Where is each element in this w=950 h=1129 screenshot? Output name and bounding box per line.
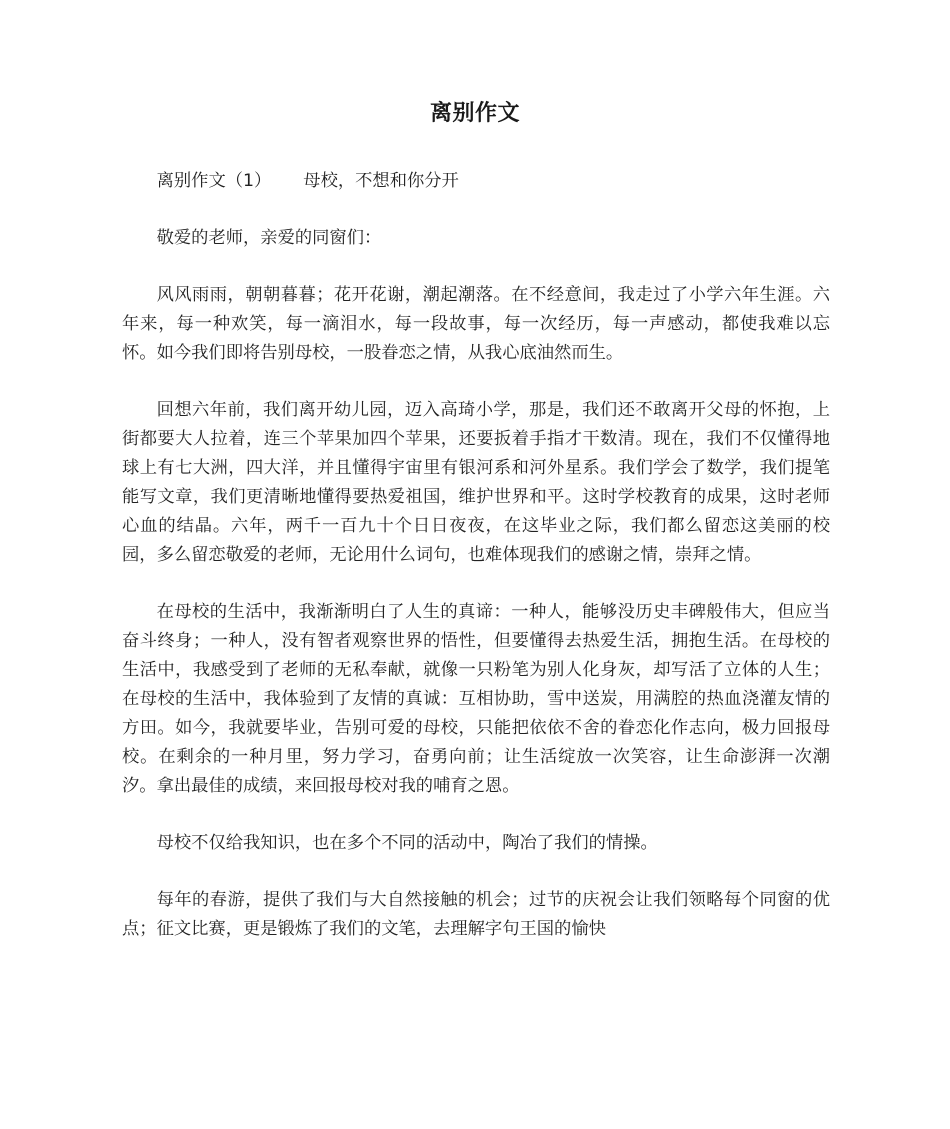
paragraph-1: 风风雨雨，朝朝暮暮；花开花谢，潮起潮落。在不经意间，我走过了小学六年生涯。六年来，每一种欢笑，每一滴泪水，每一段故事，每一次经历，每一声感动，都使我难以忘怀。如今我们即将告别母校，一股眷恋之情，从我心底油然而生。 [122,285,830,363]
paragraph-2: 回想六年前，我们离开幼儿园，迈入高琦小学，那是，我们还不敢离开父母的怀抱，上街都要大人拉着，连三个苹果加四个苹果，还要扳着手指才干数清。现在，我们不仅懂得地球上有七大洲，四大洋，并且懂得宇宙里有银河系和河外星系。我们学会了数学，我们提笔能写文章，我们更清晰地懂得要热爱祖国，维护世界和平。这时学校教育的成果，这时老师心血的结晶。六年，两千一百九十个日日夜夜，在这毕业之际，我们都么留恋这美丽的校园，多么留恋敬爱的老师，无论用什么词句，也难体现我们的感谢之情，崇拜之情。 [122,400,830,565]
paragraph-3: 在母校的生活中，我渐渐明白了人生的真谛：一种人，能够没历史丰碑般伟大，但应当奋斗终身；一种人，没有智者观察世界的悟性，但要懂得去热爱生活，拥抱生活。在母校的生活中，我感受到了老师的无私奉献，就像一只粉笔为别人化身灰，却写活了立体的人生；在母校的生活中，我体验到了友情的真诚：互相协助，雪中送炭，用满腔的热血浇灌友情的方田。如今，我就要毕业，告别可爱的母校，只能把依依不舍的眷恋化作志向，极力回报母校。在剩余的一种月里，努力学习，奋勇向前；让生活绽放一次笑容，让生命澎湃一次潮汐。拿出最佳的成绩，来回报母校对我的哺育之恩。 [122,602,830,796]
document-title: 离别作文 [429,101,520,126]
paragraph-5: 每年的春游，提供了我们与大自然接触的机会；过节的庆祝会让我们领略每个同窗的优点；征文比赛，更是锻炼了我们的文笔，去理解字句王国的愉快 [122,890,830,939]
subtitle-part-2: 母校，不想和你分开 [303,171,459,191]
paragraph-salutation: 敬爱的老师，亲爱的同窗们： [156,228,382,248]
paragraph-4: 母校不仅给我知识，也在多个不同的活动中，陶冶了我们的情操。 [156,833,658,853]
document-body [122,167,830,972]
subtitle-part-1: 离别作文（1） [156,171,272,191]
subtitle-line [122,167,830,196]
